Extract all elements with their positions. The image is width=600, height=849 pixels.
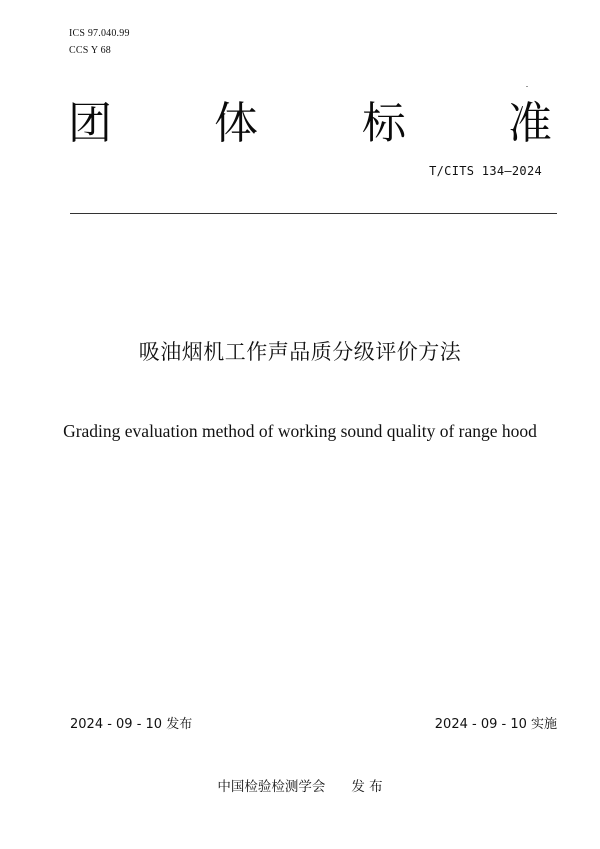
header-divider — [70, 213, 557, 214]
publisher-line — [0, 775, 600, 795]
standard-number: T/CITS 134—2024 — [429, 164, 542, 178]
ics-code: ICS 97.040.99 — [69, 28, 130, 39]
publisher-action: 发 布 — [351, 779, 383, 795]
title-english: Grading evaluation method of working sound quality of range hood — [63, 421, 537, 441]
banner-char-4: 准 — [508, 98, 552, 149]
scan-speck — [526, 86, 528, 87]
banner-char-3: 标 — [362, 98, 406, 149]
implement-date: 2024 - 09 - 10 实施 — [434, 717, 557, 732]
publisher-organization: 中国检验检测学会 — [217, 779, 326, 795]
banner-char-1: 团 — [68, 98, 112, 149]
title-chinese: 吸油烟机工作声品质分级评价方法 — [138, 340, 462, 364]
ccs-code: CCS Y 68 — [69, 45, 111, 56]
publish-date: 2024 - 09 - 10 发布 — [70, 717, 193, 732]
banner-char-2: 体 — [214, 98, 258, 149]
